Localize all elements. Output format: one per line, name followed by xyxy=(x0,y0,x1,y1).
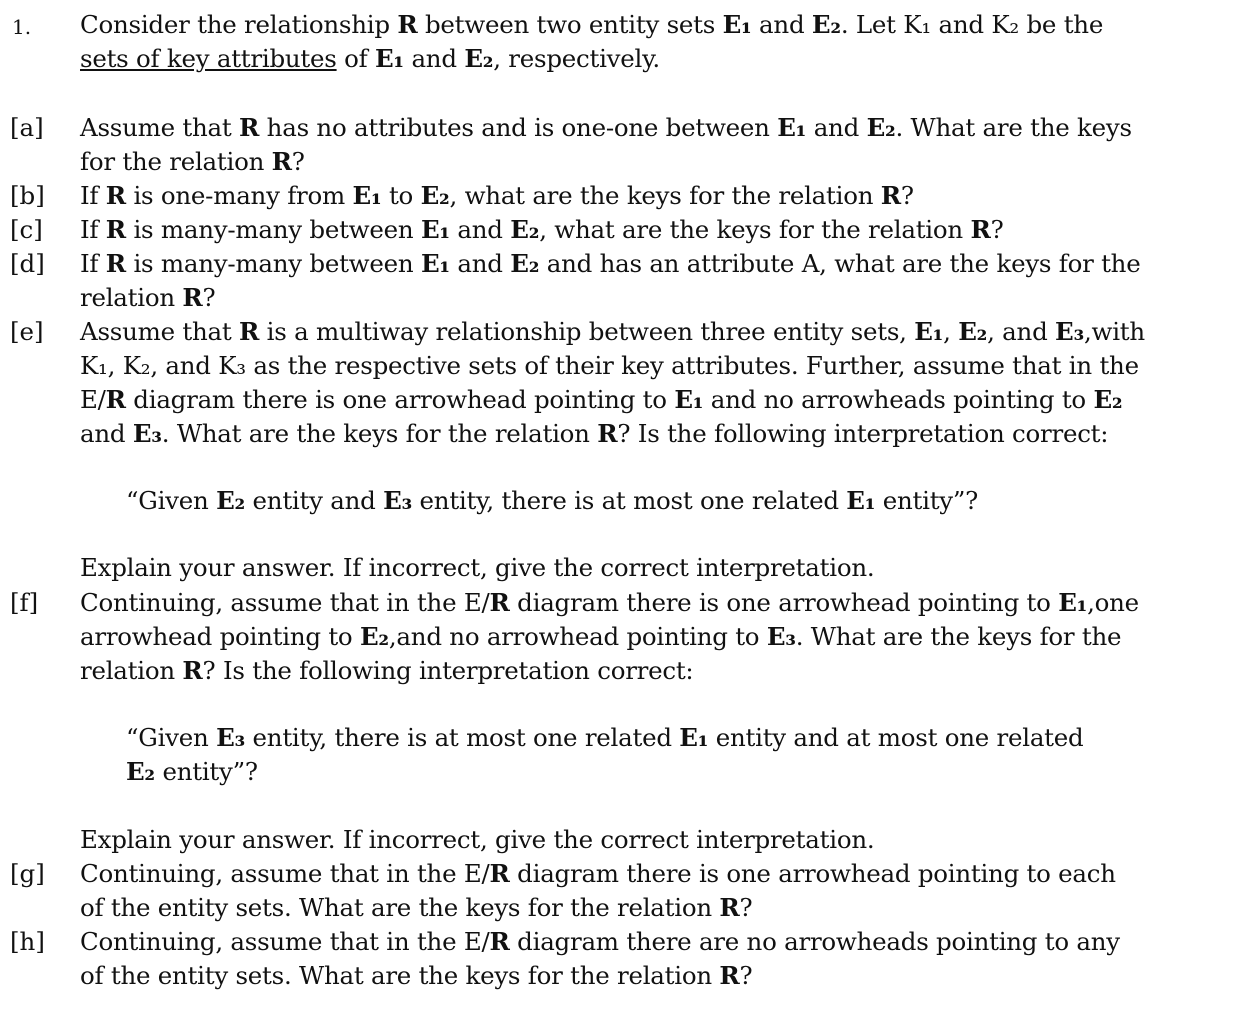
part-c xyxy=(10,213,1244,247)
part-f-line: Continuing, assume that in the E/R diagram there is one arrowhead pointing to E₁,one xyxy=(80,588,1139,617)
part-b xyxy=(10,179,1244,213)
quote-f-line: “Given E₃ entity, there is at most one related E₁ entity and at most one related xyxy=(126,723,1084,752)
explain-f-line: Explain your answer. If incorrect, give the correct interpretation. xyxy=(80,825,875,854)
part-b-label: [b] xyxy=(10,181,45,210)
part-d xyxy=(10,247,1244,315)
intro-line: Consider the relationship R between two entity sets E₁ and E₂. Let K₁ and K₂ be the xyxy=(80,10,1104,39)
part-a-line: for the relation R? xyxy=(80,147,305,176)
explain-e xyxy=(10,551,1244,585)
part-e xyxy=(10,315,1244,451)
part-d-line: relation R? xyxy=(80,283,216,312)
part-h-line: Continuing, assume that in the E/R diagram there are no arrowheads pointing to any xyxy=(80,927,1120,956)
question-number: 1. xyxy=(12,15,32,39)
part-h-line: of the entity sets. What are the keys for the relation R? xyxy=(80,961,753,990)
part-g-label: [g] xyxy=(10,859,45,888)
part-d-line: If R is many-many between E₁ and E₂ and has an attribute A, what are the keys for the xyxy=(80,249,1141,278)
explain-f xyxy=(10,823,1244,857)
intro-line: sets of key attributes of E₁ and E₂, respectively. xyxy=(80,44,660,73)
part-f xyxy=(10,586,1244,688)
quote-f-line: E₂ entity”? xyxy=(126,757,258,786)
part-f-line: arrowhead pointing to E₂,and no arrowhead pointing to E₃. What are the keys for the xyxy=(80,622,1122,651)
part-h xyxy=(10,925,1244,993)
part-d-label: [d] xyxy=(10,249,45,278)
part-a-label: [a] xyxy=(10,113,44,142)
part-e-label: [e] xyxy=(10,317,44,346)
part-a-line: Assume that R has no attributes and is one-one between E₁ and E₂. What are the keys xyxy=(80,113,1132,142)
part-f-line: relation R? Is the following interpretation correct: xyxy=(80,656,694,685)
quote-e xyxy=(126,484,1206,518)
part-e-line: Assume that R is a multiway relationship between three entity sets, E₁, E₂, and E₃,with xyxy=(80,317,1145,346)
part-g-line: Continuing, assume that in the E/R diagram there is one arrowhead pointing to each xyxy=(80,859,1116,888)
part-e-line: E/R diagram there is one arrowhead pointing to E₁ and no arrowheads pointing to E₂ xyxy=(80,385,1123,414)
question-intro xyxy=(10,8,1244,76)
explain-e-line: Explain your answer. If incorrect, give the correct interpretation. xyxy=(80,553,875,582)
part-b-line: If R is one-many from E₁ to E₂, what are the keys for the relation R? xyxy=(80,181,914,210)
part-c-label: [c] xyxy=(10,215,43,244)
part-h-label: [h] xyxy=(10,927,45,956)
part-e-line: and E₃. What are the keys for the relation R? Is the following interpretation correct: xyxy=(80,419,1109,448)
part-g xyxy=(10,857,1244,925)
part-f-label: [f] xyxy=(10,588,39,617)
part-c-line: If R is many-many between E₁ and E₂, what are the keys for the relation R? xyxy=(80,215,1004,244)
part-a xyxy=(10,111,1244,179)
part-e-line: K₁, K₂, and K₃ as the respective sets of their key attributes. Further, assume that in the xyxy=(80,351,1139,380)
quote-e-line: “Given E₂ entity and E₃ entity, there is at most one related E₁ entity”? xyxy=(126,486,979,515)
quote-f xyxy=(126,721,1206,789)
part-g-line: of the entity sets. What are the keys for the relation R? xyxy=(80,893,753,922)
